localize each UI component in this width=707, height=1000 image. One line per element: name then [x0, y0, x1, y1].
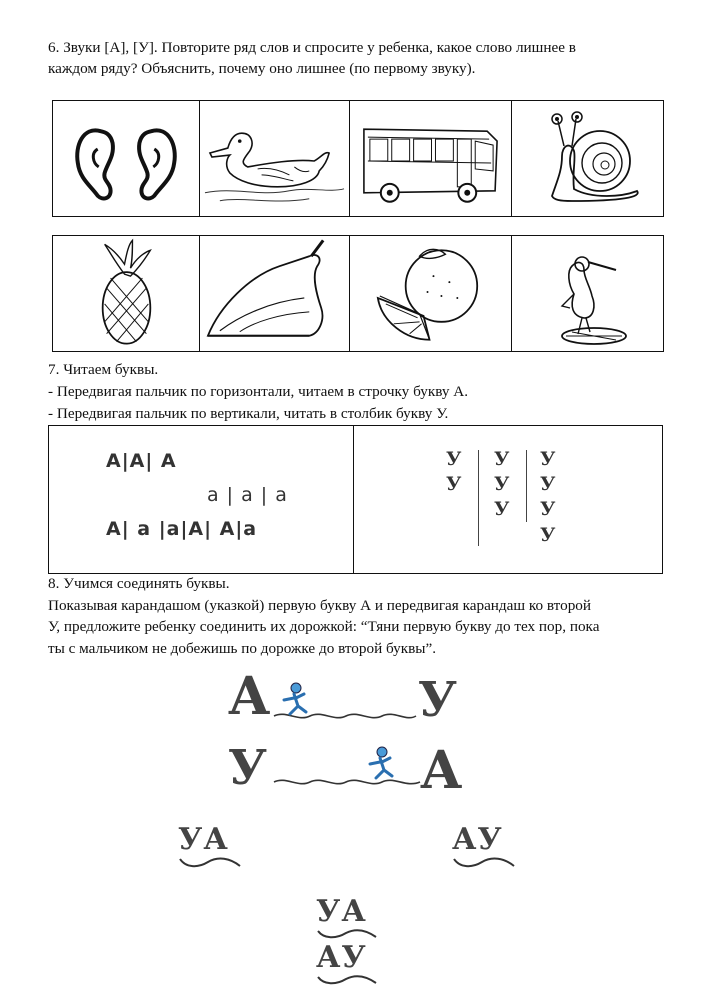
runner-path-1 [272, 680, 418, 730]
col3-u-4: У [540, 524, 556, 546]
row-a-2: а | а | а [207, 484, 288, 506]
col3-u-1: У [540, 448, 556, 470]
snail-icon [512, 101, 662, 216]
row-a-3: А| а |а|А| А|а [106, 518, 258, 540]
iron-icon [200, 236, 350, 351]
running-boy-icon [284, 683, 306, 714]
letters-a-panel [49, 426, 354, 573]
task7-title: 7. Читаем буквы. [48, 361, 159, 378]
column-divider-2 [526, 450, 527, 522]
col2-u-2: У [494, 473, 510, 495]
task6-line2: каждом ряду? Объяснить, почему оно лишнее (по первому звуку). [48, 60, 476, 77]
pair1-letter-a: А [228, 666, 271, 727]
col1-u-2: У [446, 473, 462, 495]
runner-path-2 [272, 744, 422, 794]
col3-u-2: У [540, 473, 556, 495]
col3-u-3: У [540, 498, 556, 520]
task6-line1: 6. Звуки [А], [У]. Повторите ряд слов и спросите у ребенка, какое слово лишнее в [48, 39, 576, 56]
column-divider-1 [478, 450, 479, 546]
task7-line1: - Передвигая пальчик по горизонтали, читаем в строчку букву А. [48, 383, 469, 400]
pair2-letter-u: У [228, 740, 267, 796]
task8-line1: Показывая карандашом (указкой) первую букву А и передвигая карандаш ко второй [48, 597, 592, 614]
orange-icon [350, 236, 512, 351]
task8-title: 8. Учимся соединять буквы. [48, 575, 230, 592]
syllable-arc-center-top [316, 928, 380, 940]
letters-u-panel [354, 426, 661, 573]
picture-row-1 [52, 100, 664, 217]
bus-icon [350, 101, 512, 216]
ears-icon [53, 101, 200, 216]
picture-row-2 [52, 235, 664, 352]
syllable-arc-right [452, 856, 518, 870]
row-a-1: А|А| А [106, 450, 177, 472]
task7-line2: - Передвигая пальчик по вертикали, читать в столбик букву У. [48, 405, 449, 422]
syllable-ua-left: УА [178, 822, 229, 857]
pair1-letter-u: У [418, 672, 457, 728]
syllable-au-center: АУ [316, 940, 367, 975]
syllable-au-right: АУ [452, 822, 503, 857]
syllable-ua-center: УА [316, 894, 367, 929]
task8-line2: У, предложите ребенку соединить их дорожкой: “Тяни первую букву до тех пор, пока [48, 618, 600, 635]
pair2-letter-a: А [420, 740, 463, 801]
syllable-arc-center-bottom [316, 974, 380, 986]
task8-line3: ты с мальчиком не добежишь по дорожке до второй буквы”. [48, 640, 437, 657]
pineapple-icon [53, 236, 200, 351]
running-boy-icon [370, 747, 392, 778]
col2-u-3: У [494, 498, 510, 520]
duck-icon [200, 101, 350, 216]
col2-u-1: У [494, 448, 510, 470]
letters-table [48, 425, 663, 574]
stork-icon [512, 236, 662, 351]
col1-u-1: У [446, 448, 462, 470]
syllable-arc-left [178, 856, 244, 870]
